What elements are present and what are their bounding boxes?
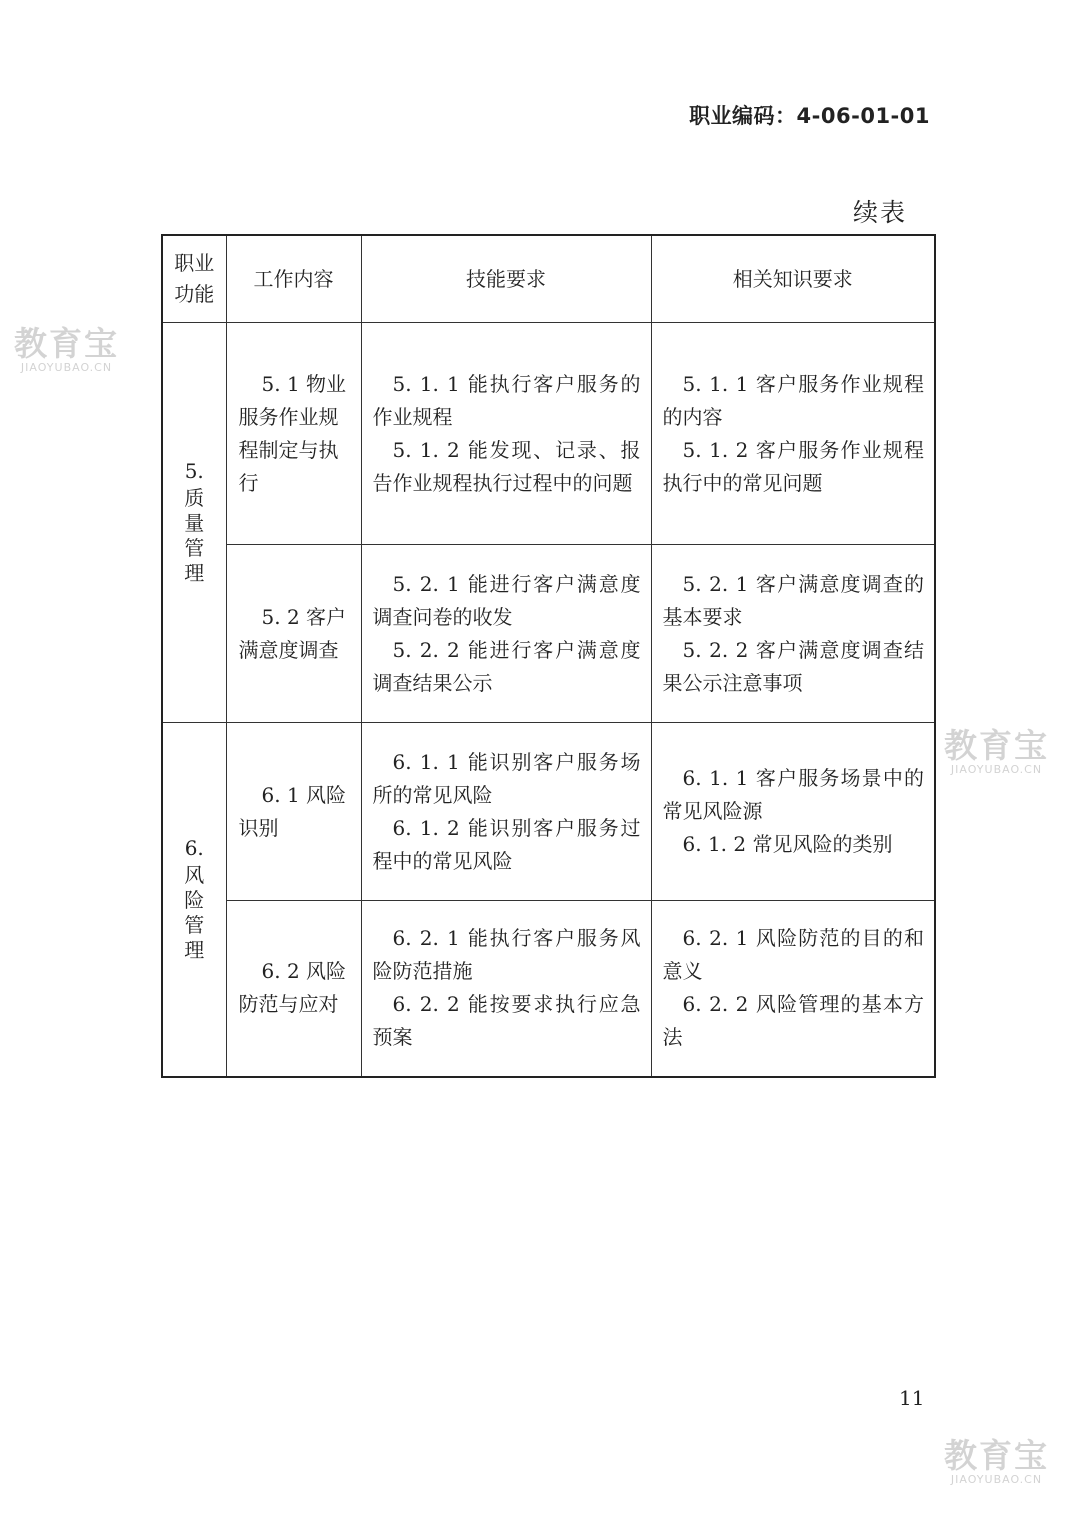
work-content-cell <box>226 723 361 901</box>
function-char: 管 <box>184 536 205 560</box>
continued-label: 续表 <box>853 198 908 227</box>
function-char: 理 <box>184 937 205 962</box>
function-cell-risk <box>162 723 226 1077</box>
function-cell-quality <box>162 323 226 723</box>
knowledge-item: 6. 2. 1 风险防范的目的和意义 <box>662 926 924 984</box>
watermark-logo <box>944 1438 1049 1486</box>
work-content-cell <box>226 323 361 545</box>
header-function-line2: 功能 <box>174 282 215 306</box>
table-header-row <box>162 235 935 323</box>
function-char: 风 <box>184 862 205 887</box>
knowledge-item: 6. 1. 1 客户服务场景中的常见风险源 <box>662 766 924 823</box>
work-line: 满意度调查 <box>238 637 339 662</box>
work-line: 防范与应对 <box>238 992 339 1017</box>
knowledge-item: 5. 2. 2 客户满意度调查结果公示注意事项 <box>662 637 924 695</box>
knowledge-cell <box>651 723 935 901</box>
header-function-line1: 职业 <box>174 251 215 275</box>
function-char: 量 <box>184 511 205 535</box>
watermark-domain: JIAOYUBAO.CN <box>20 361 113 374</box>
skill-item: 5. 2. 1 能进行客户满意度调查问卷的收发 <box>372 571 641 629</box>
skill-cell <box>361 723 651 901</box>
header-work-content: 工作内容 <box>226 235 361 323</box>
watermark-name: 教育宝 <box>944 726 1049 765</box>
work-line: 识别 <box>238 815 279 840</box>
watermark-domain: JIAOYUBAO.CN <box>950 1473 1043 1486</box>
watermark-name: 教育宝 <box>14 324 119 363</box>
work-line: 5. 2 客户 <box>261 604 347 629</box>
work-content-cell <box>226 545 361 723</box>
table-row <box>162 723 935 901</box>
skill-item: 6. 1. 1 能识别客户服务场所的常见风险 <box>372 749 641 807</box>
watermark-logo <box>944 728 1049 776</box>
table-row <box>162 545 935 723</box>
watermark-logo <box>14 326 119 374</box>
skill-item: 6. 2. 1 能执行客户服务风险防范措施 <box>372 926 641 984</box>
knowledge-item: 5. 1. 2 客户服务作业规程执行中的常见问题 <box>662 437 924 495</box>
header-knowledge-requirements: 相关知识要求 <box>651 235 935 323</box>
function-number: 5. <box>184 459 204 483</box>
occupation-standard-table <box>161 234 936 1078</box>
skill-cell <box>361 323 651 545</box>
knowledge-cell <box>651 323 935 545</box>
skill-item: 5. 1. 2 能发现、记录、报告作业规程执行过程中的问题 <box>372 437 641 495</box>
table-row <box>162 901 935 1077</box>
watermark-name: 教育宝 <box>944 1436 1049 1475</box>
work-content-cell <box>226 901 361 1077</box>
function-char: 质 <box>184 486 205 510</box>
knowledge-item: 6. 2. 2 风险管理的基本方法 <box>662 992 924 1050</box>
page-number: 11 <box>899 1386 925 1410</box>
skill-cell <box>361 545 651 723</box>
work-line: 行 <box>238 470 259 495</box>
skill-item: 6. 2. 2 能按要求执行应急预案 <box>372 992 641 1050</box>
function-number: 6. <box>184 835 204 860</box>
knowledge-item: 5. 2. 1 客户满意度调查的基本要求 <box>662 571 924 629</box>
skill-item: 5. 1. 1 能执行客户服务的作业规程 <box>372 371 641 429</box>
skill-item: 5. 2. 2 能进行客户满意度调查结果公示 <box>372 637 641 695</box>
work-line: 服务作业规 <box>238 404 339 429</box>
knowledge-item: 5. 1. 1 客户服务作业规程的内容 <box>662 371 924 429</box>
header-skill-requirements: 技能要求 <box>361 235 651 323</box>
function-char: 管 <box>184 912 205 937</box>
work-line: 程制定与执 <box>238 437 339 462</box>
occupation-code: 职业编码：4-06-01-01 <box>689 104 930 128</box>
skill-cell <box>361 901 651 1077</box>
knowledge-item: 6. 1. 2 常见风险的类别 <box>682 832 893 856</box>
table-row <box>162 323 935 545</box>
knowledge-cell <box>651 545 935 723</box>
work-line: 6. 1 风险 <box>261 782 347 807</box>
function-char: 险 <box>184 887 205 912</box>
work-line: 6. 2 风险 <box>261 959 347 984</box>
watermark-domain: JIAOYUBAO.CN <box>950 763 1043 776</box>
work-line: 5. 1 物业 <box>261 371 347 396</box>
skill-item: 6. 1. 2 能识别客户服务过程中的常见风险 <box>372 815 641 873</box>
header-function <box>162 235 226 323</box>
function-char: 理 <box>184 561 205 585</box>
knowledge-cell <box>651 901 935 1077</box>
